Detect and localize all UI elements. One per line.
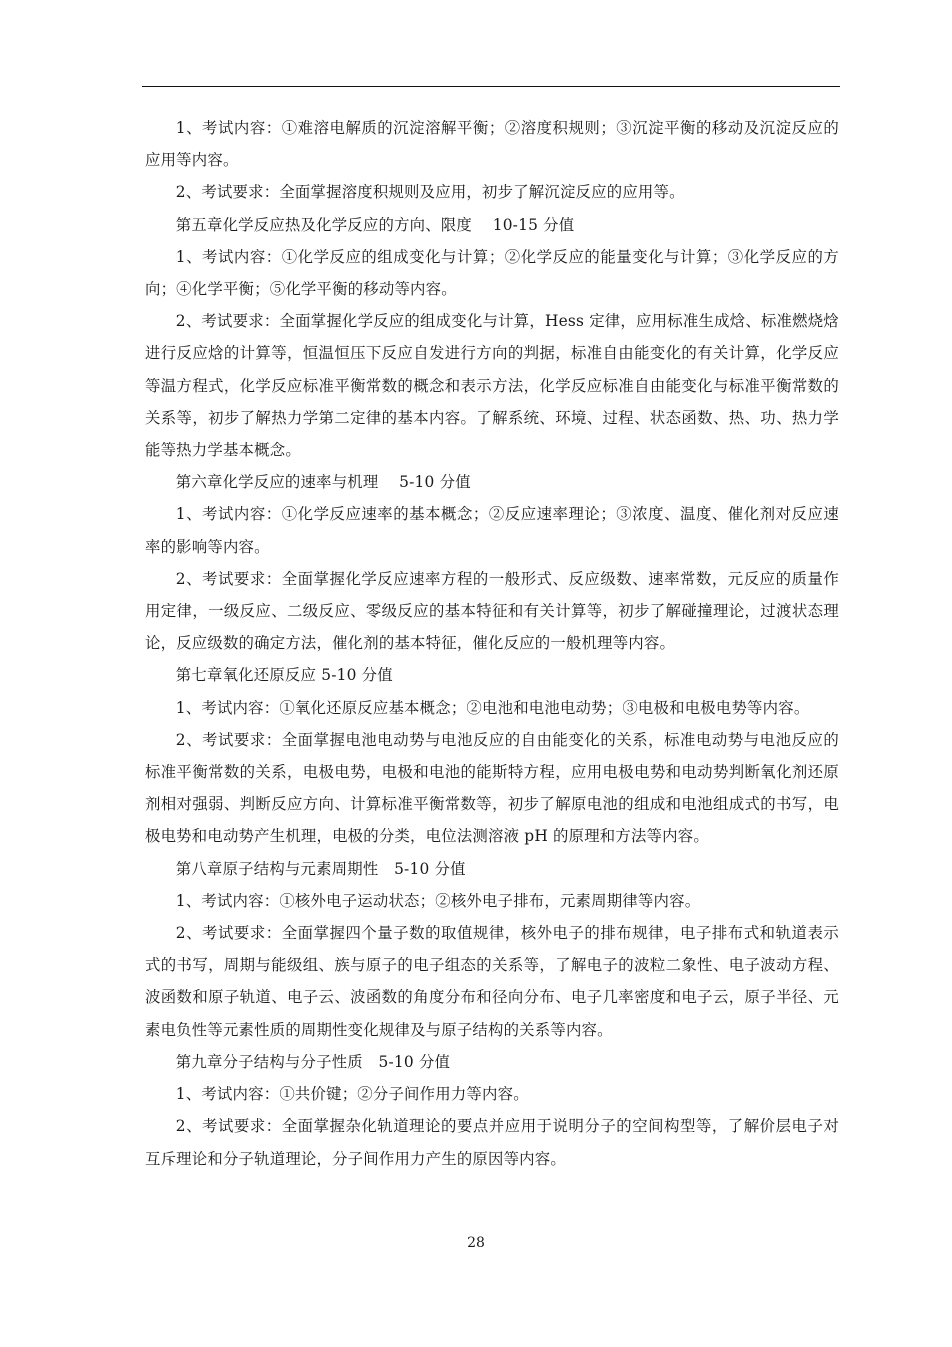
paragraph: 1、考试内容：①化学反应的组成变化与计算；②化学反应的能量变化与计算；③化学反应的方向；④化学平衡；⑤化学平衡的移动等内容。 <box>145 247 839 299</box>
paragraph: 2、考试要求：全面掌握溶度积规则及应用，初步了解沉淀反应的应用等。 <box>175 183 685 202</box>
chapter-heading: 第五章化学反应热及化学反应的方向、限度 10-15 分值 <box>175 215 575 234</box>
document-body <box>145 112 839 1175</box>
paragraph: 1、考试内容：①化学反应速率的基本概念；②反应速率理论；③浓度、温度、催化剂对反应速率的影响等内容。 <box>145 505 839 556</box>
paragraph: 1、考试内容：①难溶电解质的沉淀溶解平衡；②溶度积规则；③沉淀平衡的移动及沉淀反应的应用等内容。 <box>145 119 839 170</box>
paragraph: 2、考试要求：全面掌握化学反应的组成变化与计算，Hess 定律，应用标准生成焓、标准燃烧焓进行反应焓的计算等，恒温恒压下反应自发进行方向的判据，标准自由能变化的有关计算，化学反应等温方程式，化学反应标准平衡常数的概念和表示方法，化学反应标准自由能变化与标准平衡常数的关系等，初步了解热力学第二定律的基本内容。了解系统、环境、过程、状态函数、热、功、热力学能等热力学基本概念。 <box>145 312 839 460</box>
paragraph: 1、考试内容：①共价键；②分子间作用力等内容。 <box>175 1085 529 1104</box>
chapter-heading: 第七章氧化还原反应 5-10 分值 <box>175 666 393 685</box>
paragraph: 2、考试要求：全面掌握电池电动势与电池反应的自由能变化的关系，标准电动势与电池反应的标准平衡常数的关系，电极电势，电极和电池的能斯特方程，应用电极电势和电动势判断氧化剂还原剂相对强弱、判断反应方向、计算标准平衡常数等，初步了解原电池的组成和电池组成式的书写，电极电势和电动势产生机理，电极的分类，电位法测溶液 pH 的原理和方法等内容。 <box>145 730 839 846</box>
chapter-heading: 第九章分子结构与分子性质 5-10 分值 <box>175 1052 451 1071</box>
paragraph: 1、考试内容：①核外电子运动状态；②核外电子排布，元素周期律等内容。 <box>175 891 701 910</box>
paragraph: 2、考试要求：全面掌握四个量子数的取值规律，核外电子的排布规律，电子排布式和轨道表示式的书写，周期与能级组、族与原子的电子组态的关系等，了解电子的波粒二象性、电子波动方程、波函数和原子轨道、电子云、波函数的角度分布和径向分布、电子几率密度和电子云，原子半径、元素电负性等元素性质的周期性变化规律及与原子结构的关系等内容。 <box>145 924 839 1039</box>
paragraph: 2、考试要求：全面掌握杂化轨道理论的要点并应用于说明分子的空间构型等，了解价层电子对互斥理论和分子轨道理论，分子间作用力产生的原因等内容。 <box>145 1117 839 1168</box>
chapter-heading: 第八章原子结构与元素周期性 5-10 分值 <box>175 859 466 878</box>
chapter-heading: 第六章化学反应的速率与机理 5-10 分值 <box>175 473 471 492</box>
header-rule <box>142 86 840 87</box>
paragraph: 1、考试内容：①氧化还原反应基本概念；②电池和电池电动势；③电极和电极电势等内容。 <box>175 698 810 717</box>
paragraph: 2、考试要求：全面掌握化学反应速率方程的一般形式、反应级数、速率常数，元反应的质量作用定律，一级反应、二级反应、零级反应的基本特征和有关计算等，初步了解碰撞理论，过渡状态理论，反应级数的确定方法，催化剂的基本特征，催化反应的一般机理等内容。 <box>145 569 839 653</box>
page-number: 28 <box>467 1235 485 1251</box>
